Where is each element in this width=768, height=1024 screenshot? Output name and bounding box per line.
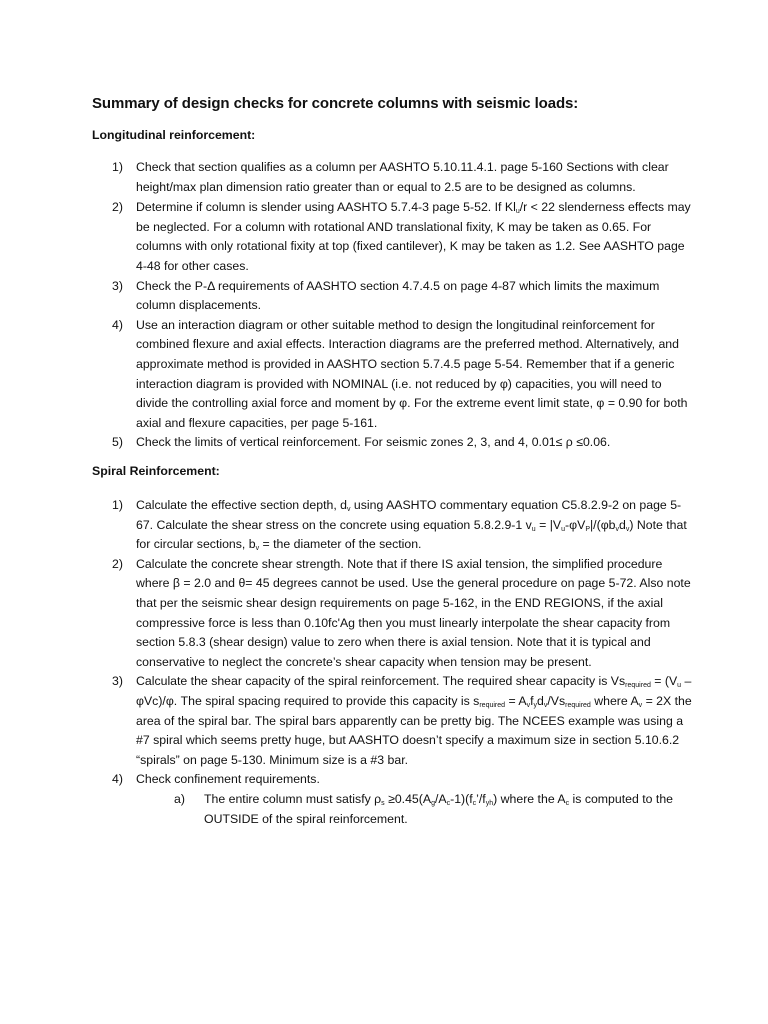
list-item — [112, 158, 692, 197]
item-number: 5) — [112, 435, 123, 450]
list-item — [112, 198, 692, 276]
item-number: 1) — [112, 160, 123, 174]
confinement-sublist — [174, 790, 704, 829]
subitem-text: The entire column must satisfy $\rho_s$ $\ge 0.45(A_g/A_c-1)(f_c’/f_{yh})$ where the $A_c$ is computed to the OUTSIDE of the spiral reinforcement. — [204, 791, 674, 826]
list-item — [112, 496, 692, 555]
item-text: Check confinement requirements. — [136, 772, 320, 787]
item-number: 4) — [112, 772, 123, 787]
longitudinal-list — [112, 158, 692, 453]
item-number: 2) — [112, 556, 123, 571]
sub-list-item — [174, 790, 704, 829]
document-title: Summary of design checks for concrete columns with seismic loads: — [92, 95, 579, 112]
item-text: Check that section qualifies as a column per AASHTO 5.10.11.4.1. page 5-160 Sections with clear height/max plan dimension ratio greater than or equal to 2.5 are to be designed as columns. — [136, 160, 669, 194]
item-text: Check the P-Δ requirements of AASHTO section 4.7.4.5 on page 4-87 which limits the maximum column displacements. — [136, 278, 660, 313]
list-item — [112, 672, 692, 770]
list-item — [112, 555, 692, 673]
item-text: Use an interaction diagram or other suitable method to design the longitudinal reinforcement for combined flexure and axial effects. Interaction diagrams are the preferred method. Alternatively, and approximate method is provided in AASHTO section 5.7.4.5 page 5-54. Remember that if a generic interaction diagram is provided with NOMINAL (i.e. not reduced by φ) capacities, you will need to divide the controlling axial force and moment by φ. For the extreme event limit state, φ = 0.90 for both axial and flexure capacities, per page 5-161. — [136, 317, 688, 430]
item-number: 3) — [112, 674, 123, 689]
section-heading-longitudinal: Longitudinal reinforcement: — [92, 128, 256, 142]
section-heading-spiral: Spiral Reinforcement: — [92, 464, 220, 478]
spiral-list — [112, 496, 692, 829]
list-item — [112, 277, 692, 316]
item-text: Calculate the shear capacity of the spiral reinforcement. The required shear capacity is $Vs_{required} = (V_u - \varphi Vc)/\varphi$. The spiral spacing required to provide this capacity is $s_{required} = A_vf_yd_v/Vs_{required}$ where $A_v = 2X$ the area of the spiral bar. The spiral bars apparently can be pretty big. The NCEES example was using a #7 spiral which seems pretty huge, but AASHTO doesn’t specify a maximum size in section 5.10.6.2 “spirals” on page 5-130. Minimum size is a #3 bar. — [136, 674, 692, 767]
item-text: Calculate the concrete shear strength. Note that if there IS axial tension, the simplified procedure where β = 2.0 and θ= 45 degrees cannot be used. Use the general procedure on page 5-72. Also note that per the seismic shear design requirements on page 5-162, in the END REGIONS, if the axial compressive force is less than 0.10fc'Ag then you must linearly interpolate the shear capacity from section 5.8.3 (shear design) value to zero when there is axial tension. Note that it is typical and conservative to neglect the concrete’s shear capacity when tension may be present. — [136, 556, 691, 669]
item-text: Calculate the effective section depth, $d_v$ using AASHTO commentary equation C5.8.2.9-2 on page 5-67. Calculate the shear stress on the concrete using equation 5.8.2.9-1 $v_u = |V_u-\varphi V_P|/(\varphi b_vd_v)$ Note that for circular sections, $b_v$ = the diameter of the section. — [136, 498, 687, 553]
item-number: 1) — [112, 498, 123, 512]
item-text: Determine if column is slender using AASHTO 5.7.4-3 page 5-52. If $Kl_u/r < 22$ slenderness effects may be neglected. For a column with rotational AND translational fixity, K may be taken as 0.65. For columns with only rotational fixity at top (fixed cantilever), K may be taken as 1.2. See AASHTO page 4-48 for other cases. — [136, 200, 691, 273]
item-text: Check the limits of vertical reinforcement. For seismic zones 2, 3, and 4, 0.01≤ ρ ≤0.06. — [136, 435, 611, 450]
item-number: 4) — [112, 317, 123, 332]
list-item — [112, 316, 692, 434]
list-item — [112, 770, 692, 790]
list-item — [112, 433, 692, 453]
item-number: 2) — [112, 200, 123, 215]
subitem-letter: a) — [174, 791, 185, 806]
item-number: 3) — [112, 278, 123, 293]
